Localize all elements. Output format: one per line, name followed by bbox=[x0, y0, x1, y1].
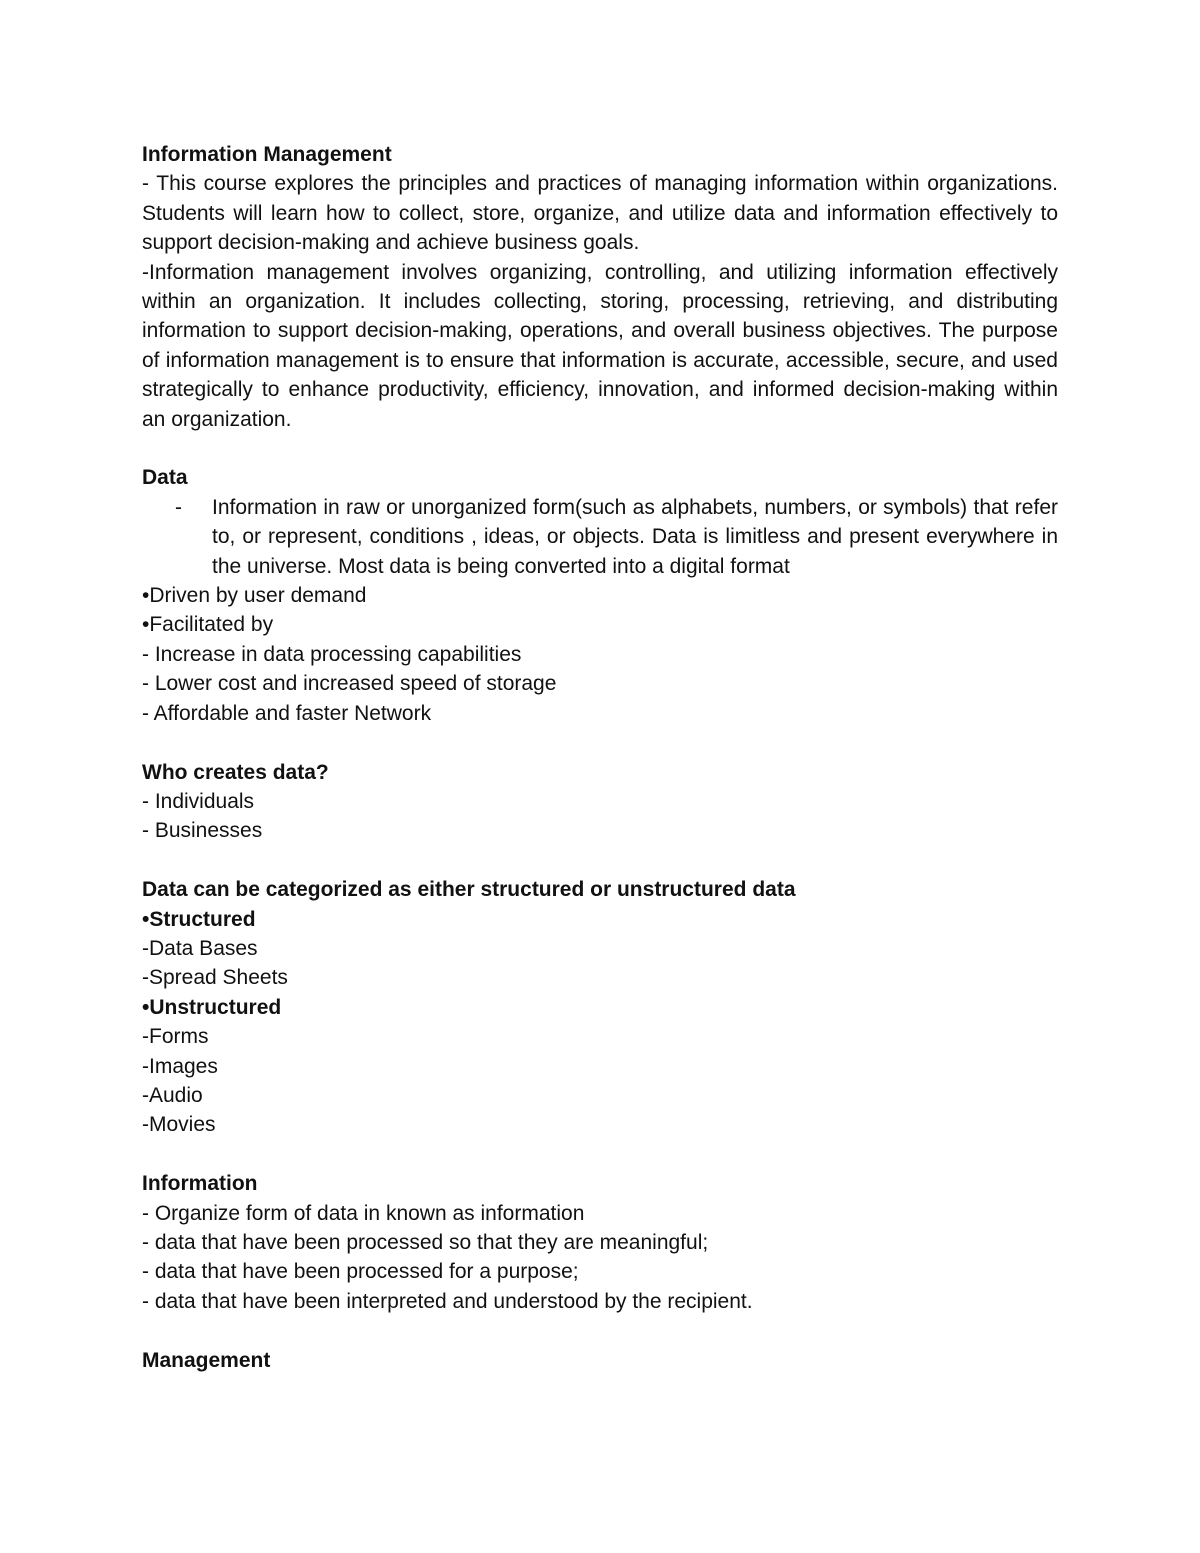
list-item: -Data Bases bbox=[142, 936, 258, 960]
list-item: -Forms bbox=[142, 1025, 209, 1049]
label-unstructured: •Unstructured bbox=[142, 995, 282, 1019]
spacer bbox=[142, 434, 1058, 463]
list-item: - data that have been processed so that they are meaningful; bbox=[142, 1230, 709, 1254]
heading-data: Data bbox=[142, 466, 188, 490]
list-item: - Lower cost and increased speed of storage bbox=[142, 672, 557, 696]
heading-information-management: Information Management bbox=[142, 143, 392, 166]
heading-data-categories: Data can be categorized as either structured or unstructured data bbox=[142, 878, 796, 902]
list-item: - Businesses bbox=[142, 819, 263, 843]
label-structured: •Structured bbox=[142, 907, 256, 931]
heading-information: Information bbox=[142, 1172, 258, 1196]
spacer bbox=[142, 728, 1058, 757]
list-item: - Increase in data processing capabilities bbox=[142, 642, 522, 666]
heading-who-creates-data: Who creates data? bbox=[142, 760, 329, 784]
list-item: •Driven by user demand bbox=[142, 584, 367, 608]
list-item: •Facilitated by bbox=[142, 613, 274, 637]
list-item: -Audio bbox=[142, 1083, 203, 1107]
list-item: - Organize form of data in known as information bbox=[142, 1201, 585, 1225]
data-definition-text: Information in raw or unorganized form(such as alphabets, numbers, or symbols) that refer to, or represent, conditions , ideas, or objects. Data is limitless and present everywhere in the universe. Most data is being converted into a digital format bbox=[212, 495, 1058, 578]
spacer bbox=[142, 846, 1058, 875]
list-item: - Individuals bbox=[142, 789, 255, 813]
paragraph-course-description: - This course explores the principles and practices of managing information within organizations. Students will learn how to collect, store, organize, and utilize data and information effectively to support decision-making and achieve business goals. bbox=[142, 172, 1058, 255]
list-item: - data that have been interpreted and understood by the recipient. bbox=[142, 1289, 753, 1313]
spacer bbox=[142, 1316, 1058, 1345]
spacer bbox=[142, 1140, 1058, 1169]
list-item: -Movies bbox=[142, 1113, 216, 1137]
list-item: -Spread Sheets bbox=[142, 966, 288, 990]
paragraph-im-definition: -Information management involves organizing, controlling, and utilizing information effectively within an organization. It includes collecting, storing, processing, retrieving, and distributing information to support decision-making, operations, and overall business objectives. The purpose of information management is to ensure that information is accurate, accessible, secure, and used strategically to enhance productivity, efficiency, innovation, and informed decision-making within an organization. bbox=[142, 260, 1058, 431]
list-dash-marker: - bbox=[175, 495, 182, 519]
data-definition-item bbox=[142, 493, 1058, 581]
list-item: - data that have been processed for a purpose; bbox=[142, 1260, 579, 1284]
list-item: -Images bbox=[142, 1054, 218, 1078]
list-item: - Affordable and faster Network bbox=[142, 701, 432, 725]
heading-management: Management bbox=[142, 1348, 271, 1372]
document-page bbox=[142, 140, 1058, 1375]
